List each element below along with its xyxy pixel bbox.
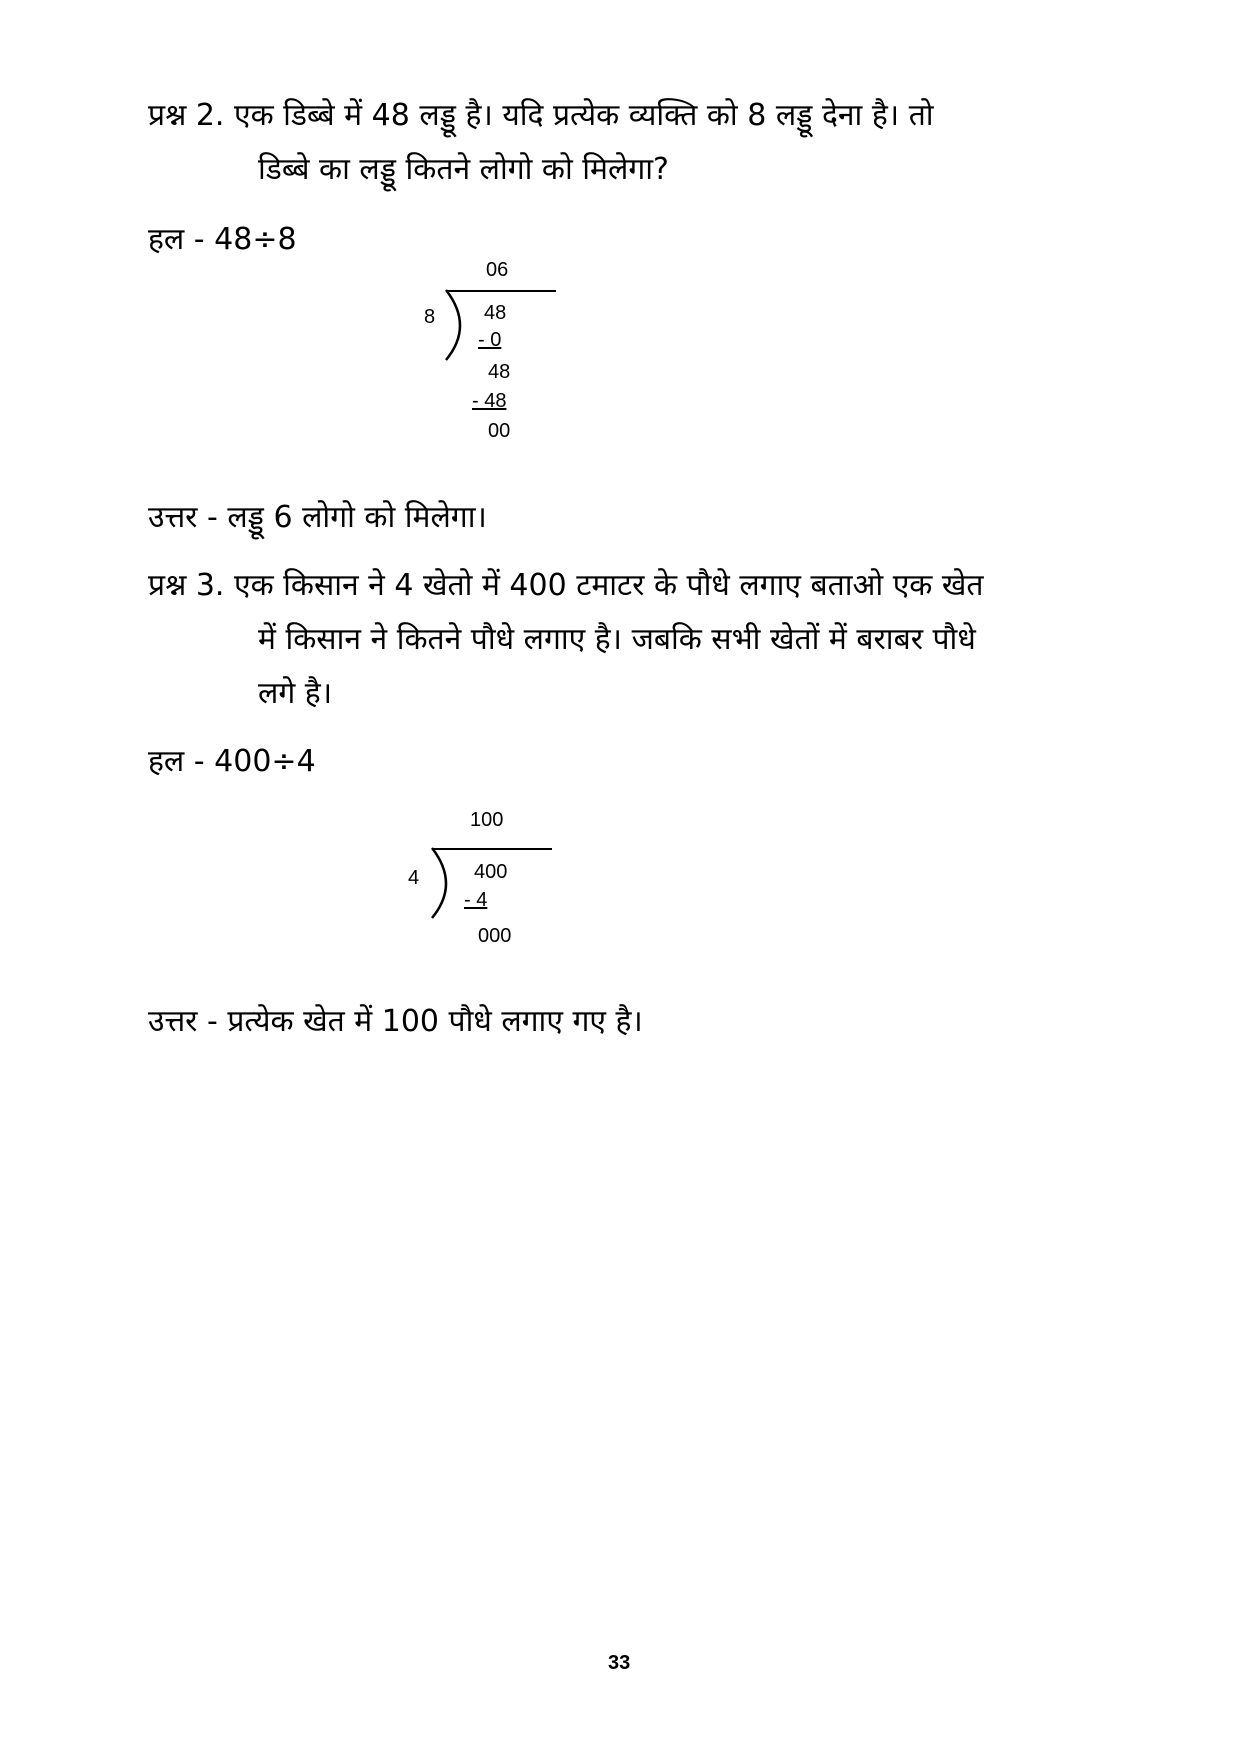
- question-3-line-2: में किसान ने कितने पौधे लगाए है। जबकि सभी खेतों में बराबर पौधे: [258, 622, 976, 657]
- division-q2-dividend: 48: [484, 302, 507, 324]
- question-3-line-1: प्रश्न 3. एक किसान ने 4 खेतो में 400 टमाटर के पौधे लगाए बताओ एक खेत: [148, 568, 984, 603]
- division-q2-divisor: 8: [424, 306, 436, 328]
- division-q3-quotient: 100: [470, 809, 504, 831]
- question-2-line-2: डिब्बे का लड्डू कितने लोगो को मिलेगा?: [258, 152, 669, 187]
- division-q2-step1: - 0: [478, 329, 502, 351]
- division-q3-step1: - 4: [464, 889, 488, 911]
- division-q2-step3: - 48: [472, 390, 507, 412]
- division-q3-divisor: 4: [408, 867, 420, 889]
- division-q2-quotient: 06: [486, 259, 509, 281]
- question-2-answer: उत्तर - लड्डू 6 लोगो को मिलेगा।: [148, 500, 487, 535]
- division-q3-dividend: 400: [474, 861, 508, 883]
- division-q2-bracket: [440, 288, 470, 364]
- question-2-solution: हल - 48÷8: [148, 222, 297, 257]
- division-q2-remainder: 00: [488, 420, 511, 442]
- division-q3-bracket: [426, 846, 456, 922]
- question-2-line-1: प्रश्न 2. एक डिब्बे में 48 लड्डू है। यदि प्रत्येक व्यक्ति को 8 लड्डू देना है। तो: [148, 98, 934, 133]
- page-number: 33: [608, 1652, 631, 1674]
- question-3-solution: हल - 400÷4: [148, 744, 316, 779]
- question-3-line-3: लगे है।: [258, 676, 333, 711]
- division-q3-remainder: 000: [478, 925, 512, 947]
- question-3-answer: उत्तर - प्रत्येक खेत में 100 पौधे लगाए गए है।: [148, 1004, 643, 1039]
- division-q2-step2: 48: [488, 361, 511, 383]
